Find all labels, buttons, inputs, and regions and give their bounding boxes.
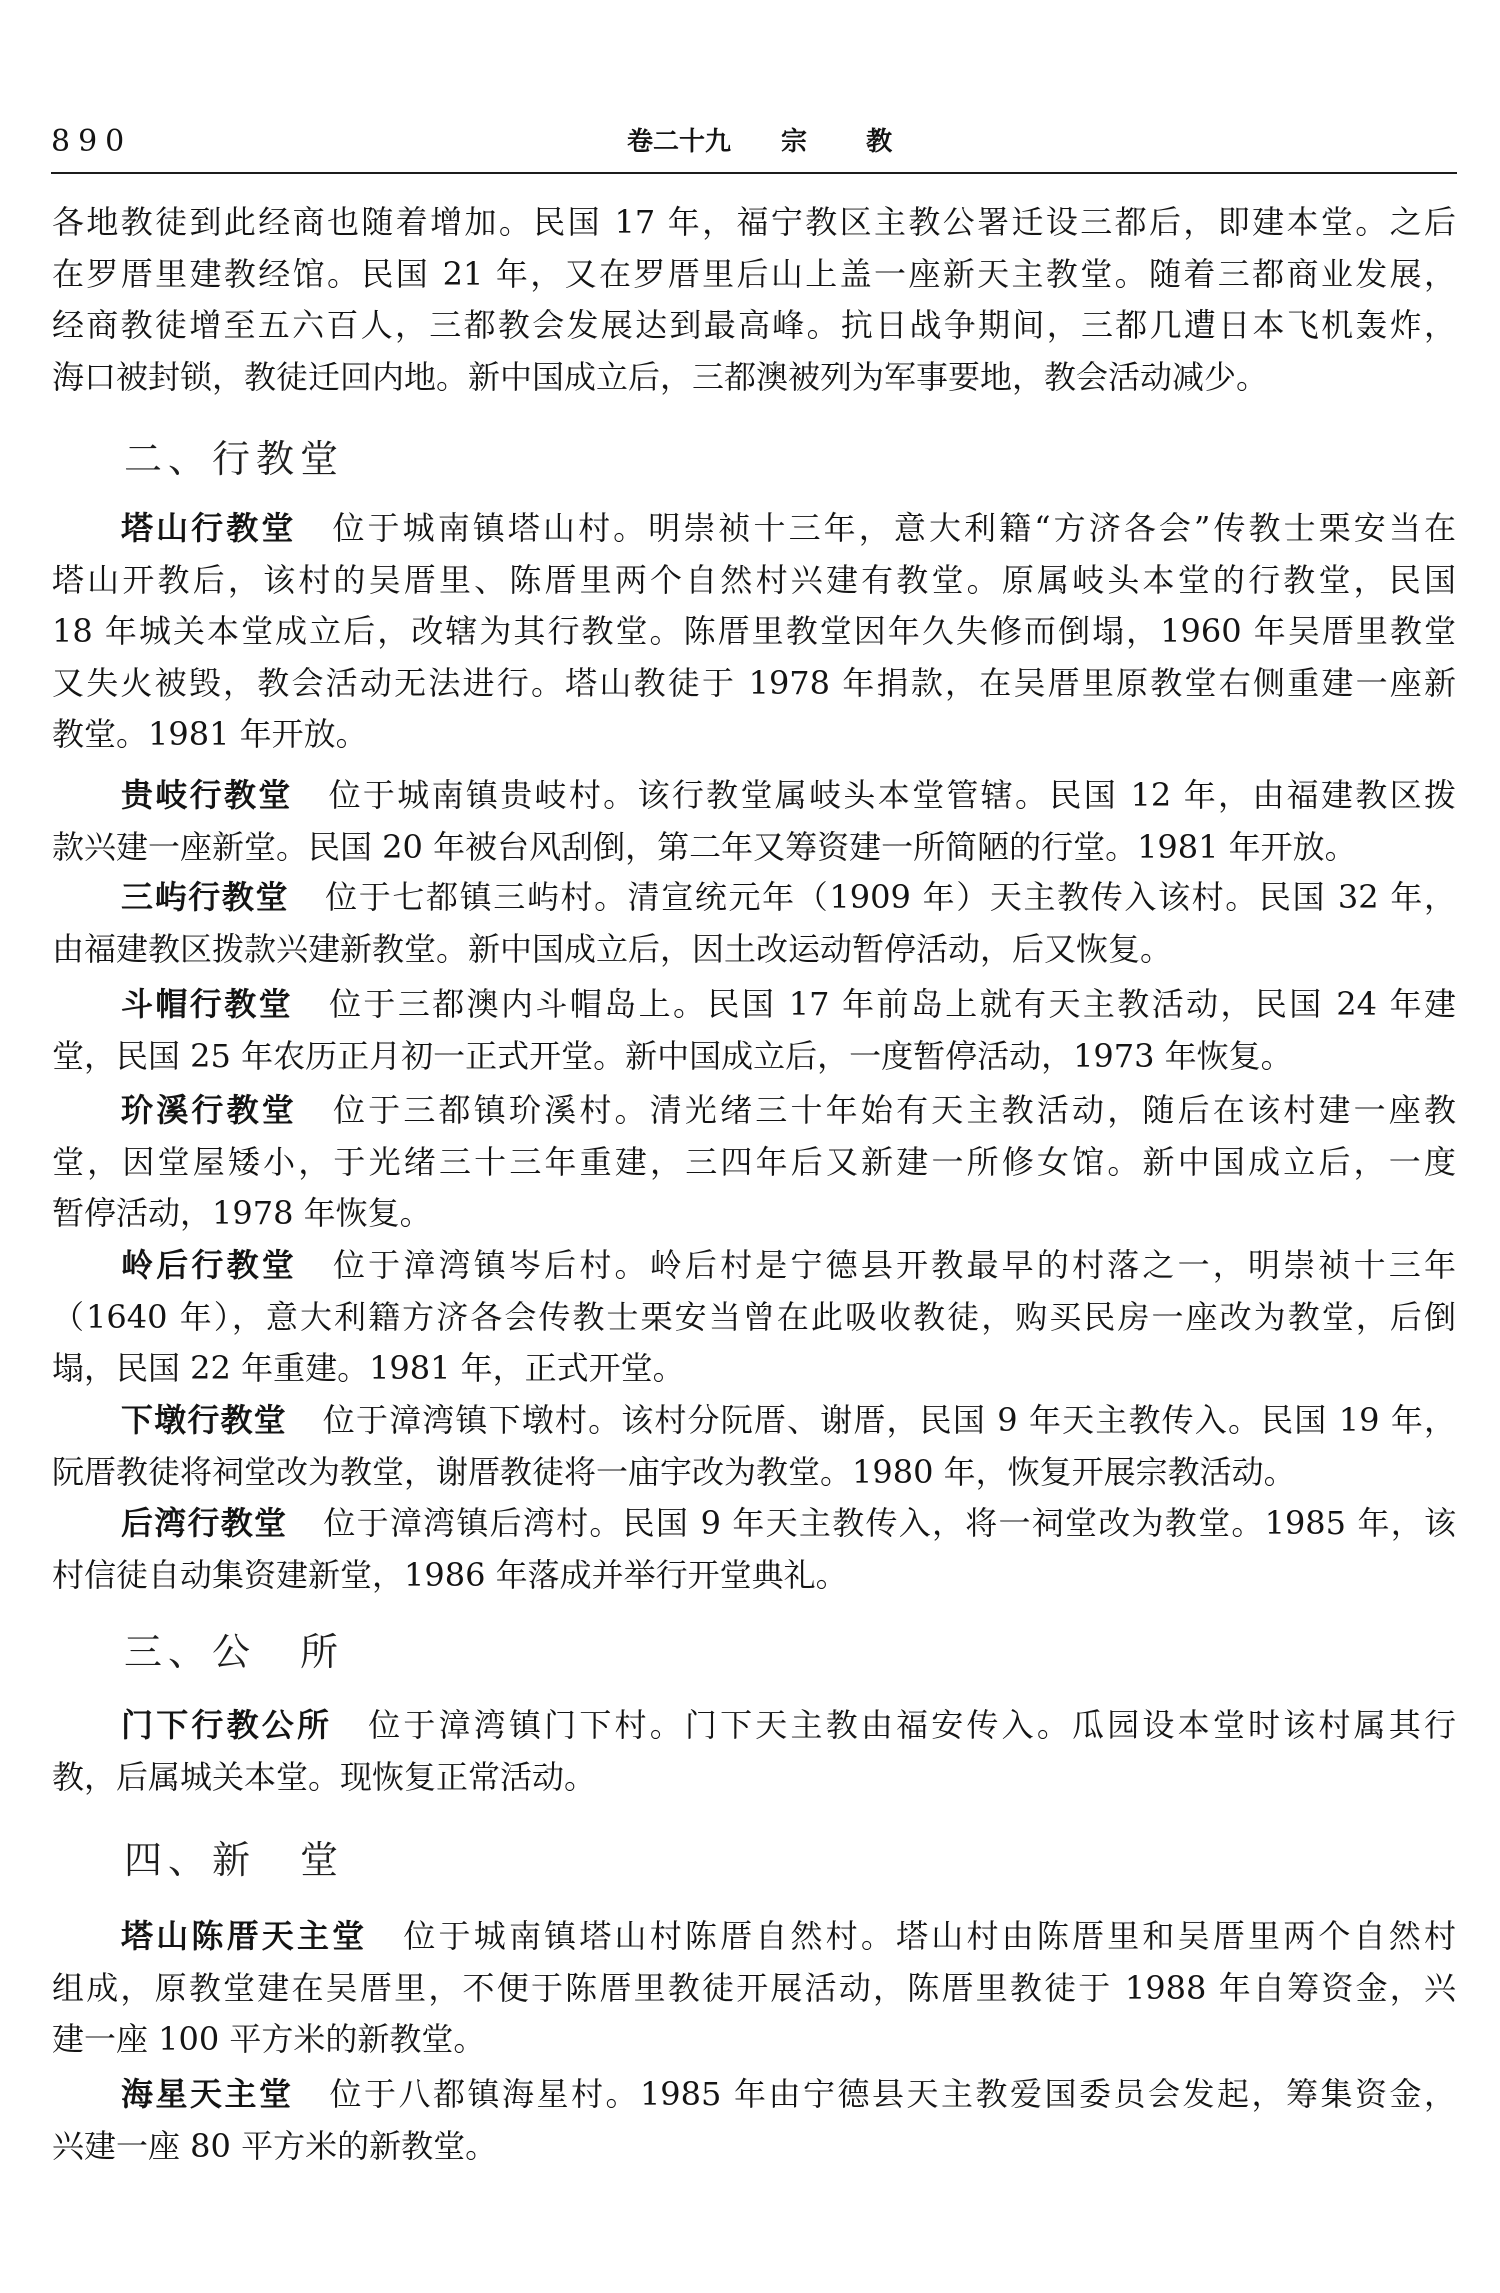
entry xyxy=(52,1085,1456,1240)
text-line: 塌，民国 22 年重建。1981 年，正式开堂。 xyxy=(52,1349,685,1387)
section-heading: 三、公 所 xyxy=(124,1630,345,1674)
text-line: 教，后属城关本堂。现恢复正常活动。 xyxy=(52,1757,597,1796)
entry-term: 玠溪行教堂 xyxy=(121,1091,297,1129)
section-heading: 二、行教堂 xyxy=(124,437,345,481)
entry-term: 门下行教公所 xyxy=(121,1706,333,1744)
entry-text: 位于漳湾镇下墩村。该村分阮厝、谢厝，民国 9 年天主教传入。民国 19 年， xyxy=(322,1401,1456,1439)
text-line: 堂，因堂屋矮小，于光绪三十三年重建，三四年后又新建一所修女馆。新中国成立后，一度 xyxy=(52,1142,1456,1181)
text-line: 在罗厝里建教经馆。民国 21 年，又在罗厝里后山上盖一座新天主教堂。随着三都商业发展， xyxy=(52,254,1456,293)
page-number: 890 xyxy=(51,124,133,159)
entry xyxy=(52,1498,1456,1601)
text-line: （1640 年），意大利籍方济各会传教士栗安当曾在此吸收教徒，购买民房一座改为教堂，后倒 xyxy=(52,1297,1456,1336)
entry-first-line xyxy=(52,503,1456,555)
entry xyxy=(52,872,1456,975)
text-line: 经商教徒增至五六百人，三都教会发展达到最高峰。抗日战争期间，三都几遭日本飞机轰炸， xyxy=(52,306,1456,344)
text-line: 兴建一座 80 平方米的新教堂。 xyxy=(52,2126,498,2165)
entry-term: 塔山行教堂 xyxy=(121,509,297,547)
entry-term: 斗帽行教堂 xyxy=(121,985,294,1023)
text-line: 村信徒自动集资建新堂，1986 年落成并举行开堂典礼。 xyxy=(52,1555,848,1594)
text-line: 阮厝教徒将祠堂改为教堂，谢厝教徒将一庙宇改为教堂。1980 年，恢复开展宗教活动。 xyxy=(52,1452,1296,1491)
text-line: 堂，民国 25 年农历正月初一正式开堂。新中国成立后，一度暂停活动，1973 年恢复。 xyxy=(52,1036,1293,1075)
entry-term: 岭后行教堂 xyxy=(121,1246,297,1284)
text-line: 各地教徒到此经商也随着增加。民国 17 年，福宁教区主教公署迁设三都后，即建本堂。之后 xyxy=(52,203,1456,241)
entry xyxy=(52,979,1456,1082)
entry xyxy=(52,1240,1456,1395)
intro-paragraph xyxy=(52,197,1456,403)
entry-first-line xyxy=(52,1700,1456,1752)
text-line: 建一座 100 平方米的新教堂。 xyxy=(52,2020,486,2058)
entry xyxy=(52,1700,1456,1803)
entry-text: 位于城南镇贵岐村。该行教堂属岐头本堂管辖。民国 12 年，由福建教区拨 xyxy=(328,776,1456,814)
entry-term: 贵岐行教堂 xyxy=(121,776,293,814)
entry-text: 位于城南镇塔山村。明崇祯十三年，意大利籍“方济各会”传教士栗安当在 xyxy=(332,509,1456,547)
entry-text: 位于七都镇三屿村。清宣统元年（1909 年）天主教传入该村。民国 32 年， xyxy=(325,878,1456,916)
header-rule xyxy=(51,172,1457,174)
entry xyxy=(52,1911,1456,2066)
text-line: 组成，原教堂建在吴厝里，不便于陈厝里教徒开展活动，陈厝里教徒于 1988 年自筹资金，兴 xyxy=(52,1968,1456,2007)
entry-text: 位于漳湾镇岑后村。岭后村是宁德县开教最早的村落之一，明崇祯十三年 xyxy=(332,1246,1456,1284)
entry-first-line xyxy=(52,872,1456,924)
entry-term: 下墩行教堂 xyxy=(121,1401,287,1439)
running-header xyxy=(627,124,892,160)
text-line: 海口被封锁，教徒迁回内地。新中国成立后，三都澳被列为军事要地，教会活动减少。 xyxy=(52,357,1269,396)
entry xyxy=(52,503,1456,761)
entry-term: 后湾行教堂 xyxy=(121,1504,288,1542)
entry-text: 位于城南镇塔山村陈厝自然村。塔山村由陈厝里和吴厝里两个自然村 xyxy=(403,1917,1456,1955)
entry-first-line xyxy=(52,2069,1456,2121)
entry-first-line xyxy=(52,1911,1456,1963)
text-line: 暂停活动，1978 年恢复。 xyxy=(52,1194,432,1232)
entry-text: 位于三都澳内斗帽岛上。民国 17 年前岛上就有天主教活动，民国 24 年建 xyxy=(329,985,1456,1023)
text-line: 塔山开教后，该村的吴厝里、陈厝里两个自然村兴建有教堂。原属岐头本堂的行教堂，民国 xyxy=(52,560,1456,599)
entry-first-line xyxy=(52,770,1456,822)
entry xyxy=(52,770,1456,873)
entry-text: 位于漳湾镇门下村。门下天主教由福安传入。瓜园设本堂时该村属其行 xyxy=(368,1706,1456,1744)
entry xyxy=(52,1395,1456,1498)
section-heading: 四、新 堂 xyxy=(124,1838,345,1882)
entry-text: 位于八都镇海星村。1985 年由宁德县天主教爱国委员会发起，筹集资金， xyxy=(329,2075,1456,2113)
entry-first-line xyxy=(52,1395,1456,1447)
text-line: 18 年城关本堂成立后，改辖为其行教堂。陈厝里教堂因年久失修而倒塌，1960 年吴厝里教堂 xyxy=(52,612,1456,650)
text-line: 又失火被毁，教会活动无法进行。塔山教徒于 1978 年捐款，在吴厝里原教堂右侧重建一座新 xyxy=(52,663,1456,702)
entry-first-line xyxy=(52,1498,1456,1550)
entry-text: 位于三都镇玠溪村。清光绪三十年始有天主教活动，随后在该村建一座教 xyxy=(332,1091,1456,1129)
entry-term: 三屿行教堂 xyxy=(121,878,290,916)
text-line: 由福建教区拨款兴建新教堂。新中国成立后，因土改运动暂停活动，后又恢复。 xyxy=(52,929,1173,968)
chapter-title: 宗 教 xyxy=(781,127,893,157)
entry-first-line xyxy=(52,979,1456,1031)
entry-first-line xyxy=(52,1085,1456,1137)
text-line: 款兴建一座新堂。民国 20 年被台风刮倒，第二年又筹资建一所简陋的行堂。1981 年开放。 xyxy=(52,827,1357,866)
entry-first-line xyxy=(52,1240,1456,1292)
text-line: 教堂。1981 年开放。 xyxy=(52,715,368,753)
entry-term: 海星天主堂 xyxy=(121,2075,294,2113)
entry-text: 位于漳湾镇后湾村。民国 9 年天主教传入，将一祠堂改为教堂。1985 年，该 xyxy=(323,1504,1456,1542)
volume-title: 卷二十九 xyxy=(627,127,732,157)
entry-term: 塔山陈厝天主堂 xyxy=(121,1917,368,1955)
entry xyxy=(52,2069,1456,2172)
